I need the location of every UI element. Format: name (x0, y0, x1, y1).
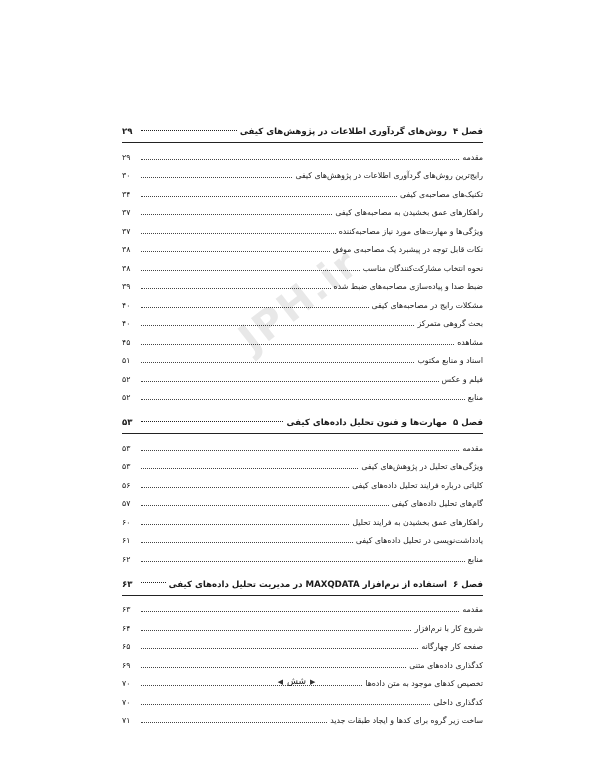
toc-entry (122, 689, 483, 708)
dot-leader (141, 610, 459, 612)
dot-leader (141, 541, 353, 543)
dot-leader (141, 343, 454, 345)
entry-page: ۳۰ (122, 171, 131, 180)
dot-leader (141, 703, 430, 705)
entry-page: ۳۷ (122, 208, 131, 217)
entry-page: ۳۷ (122, 226, 131, 236)
dot-leader (141, 213, 332, 215)
chapter-title: روش‌های گردآوری اطلاعات در پژوهش‌های کیفی (239, 127, 447, 137)
toc-entry (122, 652, 483, 671)
dot-leader (141, 560, 465, 562)
toc-entry (122, 348, 483, 367)
dot-leader (141, 195, 397, 197)
entry-title: فیلم و عکس (441, 374, 483, 384)
entry-page: ۶۵ (122, 642, 131, 651)
entry-page: ۷۰ (122, 679, 131, 688)
dot-leader (141, 666, 406, 668)
toc-entry (122, 144, 483, 163)
chapter-label: فصل ۴ (452, 127, 483, 137)
dot-leader (141, 158, 459, 160)
dot-leader (141, 721, 327, 723)
toc-entry (122, 615, 483, 634)
entry-page: ۵۲ (122, 374, 131, 384)
chapter-entries (122, 597, 483, 727)
entry-page: ۷۰ (122, 697, 131, 707)
dot-leader (141, 629, 411, 631)
entry-page: ۶۰ (122, 517, 131, 527)
dot-leader (141, 486, 349, 488)
dot-leader (141, 523, 349, 525)
toc-entry (122, 366, 483, 385)
toc-entry (122, 528, 483, 547)
entry-title: صفحه کار چهارگانه (421, 642, 483, 651)
entry-page: ۶۳ (122, 605, 131, 614)
entry-title: گام‌های تحلیل داده‌های کیفی (391, 499, 483, 508)
entry-page: ۵۱ (122, 356, 131, 365)
entry-page: ۲۹ (122, 152, 131, 162)
toc-entry (122, 218, 483, 237)
dot-leader (141, 581, 166, 583)
entry-page: ۳۸ (122, 245, 131, 254)
toc-entry (122, 237, 483, 256)
chapter-heading (122, 575, 483, 596)
toc-entry (122, 329, 483, 348)
entry-title: تخصیص کدهای موجود به متن داده‌ها (365, 679, 483, 688)
page-footer (0, 677, 593, 687)
table-of-contents (122, 122, 483, 736)
entry-page: ۵۳ (122, 443, 131, 453)
entry-title: شروع کار با نرم‌افزار (414, 623, 483, 633)
entry-title: ضبط صدا و پیاده‌سازی مصاحبه‌های ضبط شده (333, 282, 483, 291)
entry-page: ۶۹ (122, 660, 131, 670)
dot-leader (141, 449, 459, 451)
chapter-page: ۵۳ (122, 418, 133, 428)
entry-title: راهکارهای عمق بخشیدن به فرایند تحلیل (352, 517, 483, 527)
entry-page: ۳۴ (122, 189, 131, 199)
chapter-heading (122, 122, 483, 143)
chapter-title: مهارت‌ها و فنون تحلیل داده‌های کیفی (286, 418, 447, 428)
entry-title: مشاهده (457, 337, 483, 347)
toc-entry (122, 163, 483, 182)
chapter-page: ۶۳ (122, 579, 133, 590)
dot-leader (141, 129, 237, 131)
dot-leader (141, 361, 414, 363)
chapter-label: فصل ۶ (452, 579, 483, 590)
toc-entry (122, 200, 483, 219)
entry-page: ۵۶ (122, 480, 131, 490)
entry-page: ۶۲ (122, 554, 131, 564)
entry-page: ۵۲ (122, 393, 131, 402)
dot-leader (141, 176, 292, 178)
dot-leader (141, 398, 465, 400)
entry-title: کلیاتی درباره فرایند تحلیل داده‌های کیفی (352, 480, 483, 490)
chapter-entries (122, 435, 483, 565)
entry-page: ۵۳ (122, 462, 131, 471)
entry-page: ۳۹ (122, 282, 131, 291)
toc-entry (122, 385, 483, 404)
entry-page: ۴۰ (122, 300, 131, 310)
dot-leader (141, 232, 336, 234)
entry-title: ویژگی‌ها و مهارت‌های مورد نیاز مصاحبه‌کننده (338, 226, 483, 236)
right-arrow-icon: ▶ (310, 678, 316, 686)
entry-title: منابع (467, 393, 483, 402)
entry-page: ۴۰ (122, 319, 131, 328)
toc-entry (122, 472, 483, 491)
toc-entry (122, 435, 483, 454)
dot-leader (141, 380, 439, 382)
chapter-label: فصل ۵ (452, 418, 483, 428)
entry-title: بحث گروهی متمرکز (417, 319, 483, 328)
entry-title: تکنیک‌های مصاحبه‌ی کیفی (400, 189, 483, 199)
entry-page: ۵۷ (122, 499, 131, 508)
toc-entry (122, 597, 483, 616)
entry-title: مقدمه (462, 152, 483, 162)
entry-title: رایج‌ترین روش‌های گردآوری اطلاعات در پژوهش‌های کیفی (295, 171, 483, 180)
dot-leader (141, 504, 389, 506)
toc-entry (122, 546, 483, 565)
chapter-title: استفاده از نرم‌افزار MAXQDATA در مدیریت تحلیل داده‌های کیفی (168, 579, 447, 590)
dot-leader (141, 420, 283, 422)
toc-entry (122, 454, 483, 473)
entry-title: نکات قابل توجه در پیشبرد یک مصاحبه‌ی موفق (332, 245, 483, 254)
entry-page: ۶۴ (122, 623, 131, 633)
chapter-heading (122, 413, 483, 434)
toc-entry (122, 491, 483, 510)
left-arrow-icon: ◀ (277, 678, 283, 686)
entry-title: مقدمه (462, 443, 483, 453)
dot-leader (141, 647, 418, 649)
entry-title: مقدمه (462, 605, 483, 614)
entry-page: ۴۵ (122, 337, 131, 347)
chapter-page: ۲۹ (122, 127, 133, 137)
entry-page: ۶۱ (122, 536, 131, 545)
entry-title: منابع (467, 554, 483, 564)
toc-entry (122, 634, 483, 653)
entry-title: ویژگی‌های تحلیل در پژوهش‌های کیفی (361, 462, 483, 471)
toc-entry (122, 708, 483, 727)
toc-entry (122, 509, 483, 528)
dot-leader (141, 467, 358, 469)
entry-title: یادداشت‌نویسی در تحلیل داده‌های کیفی (355, 536, 483, 545)
entry-title: کدگذاری داده‌های متنی (409, 660, 483, 670)
entry-title: نحوه انتخاب مشارکت‌کنندگان مناسب (362, 263, 483, 273)
dot-leader (141, 250, 330, 252)
entry-page: ۷۱ (122, 716, 131, 725)
entry-title: کدگذاری داخلی (433, 697, 483, 707)
toc-entry (122, 181, 483, 200)
watermark: JPH.ir (230, 240, 368, 362)
entry-title: راهکارهای عمق بخشیدن به مصاحبه‌های کیفی (335, 208, 483, 217)
entry-page: ۳۸ (122, 263, 131, 273)
entry-title: ساخت زیر گروه برای کدها و ایجاد طبقات جدید (330, 716, 483, 725)
page-number: شش (286, 677, 306, 687)
entry-title: مشکلات رایج در مصاحبه‌های کیفی (371, 300, 483, 310)
entry-title: اسناد و منابع مکتوب (417, 356, 483, 365)
